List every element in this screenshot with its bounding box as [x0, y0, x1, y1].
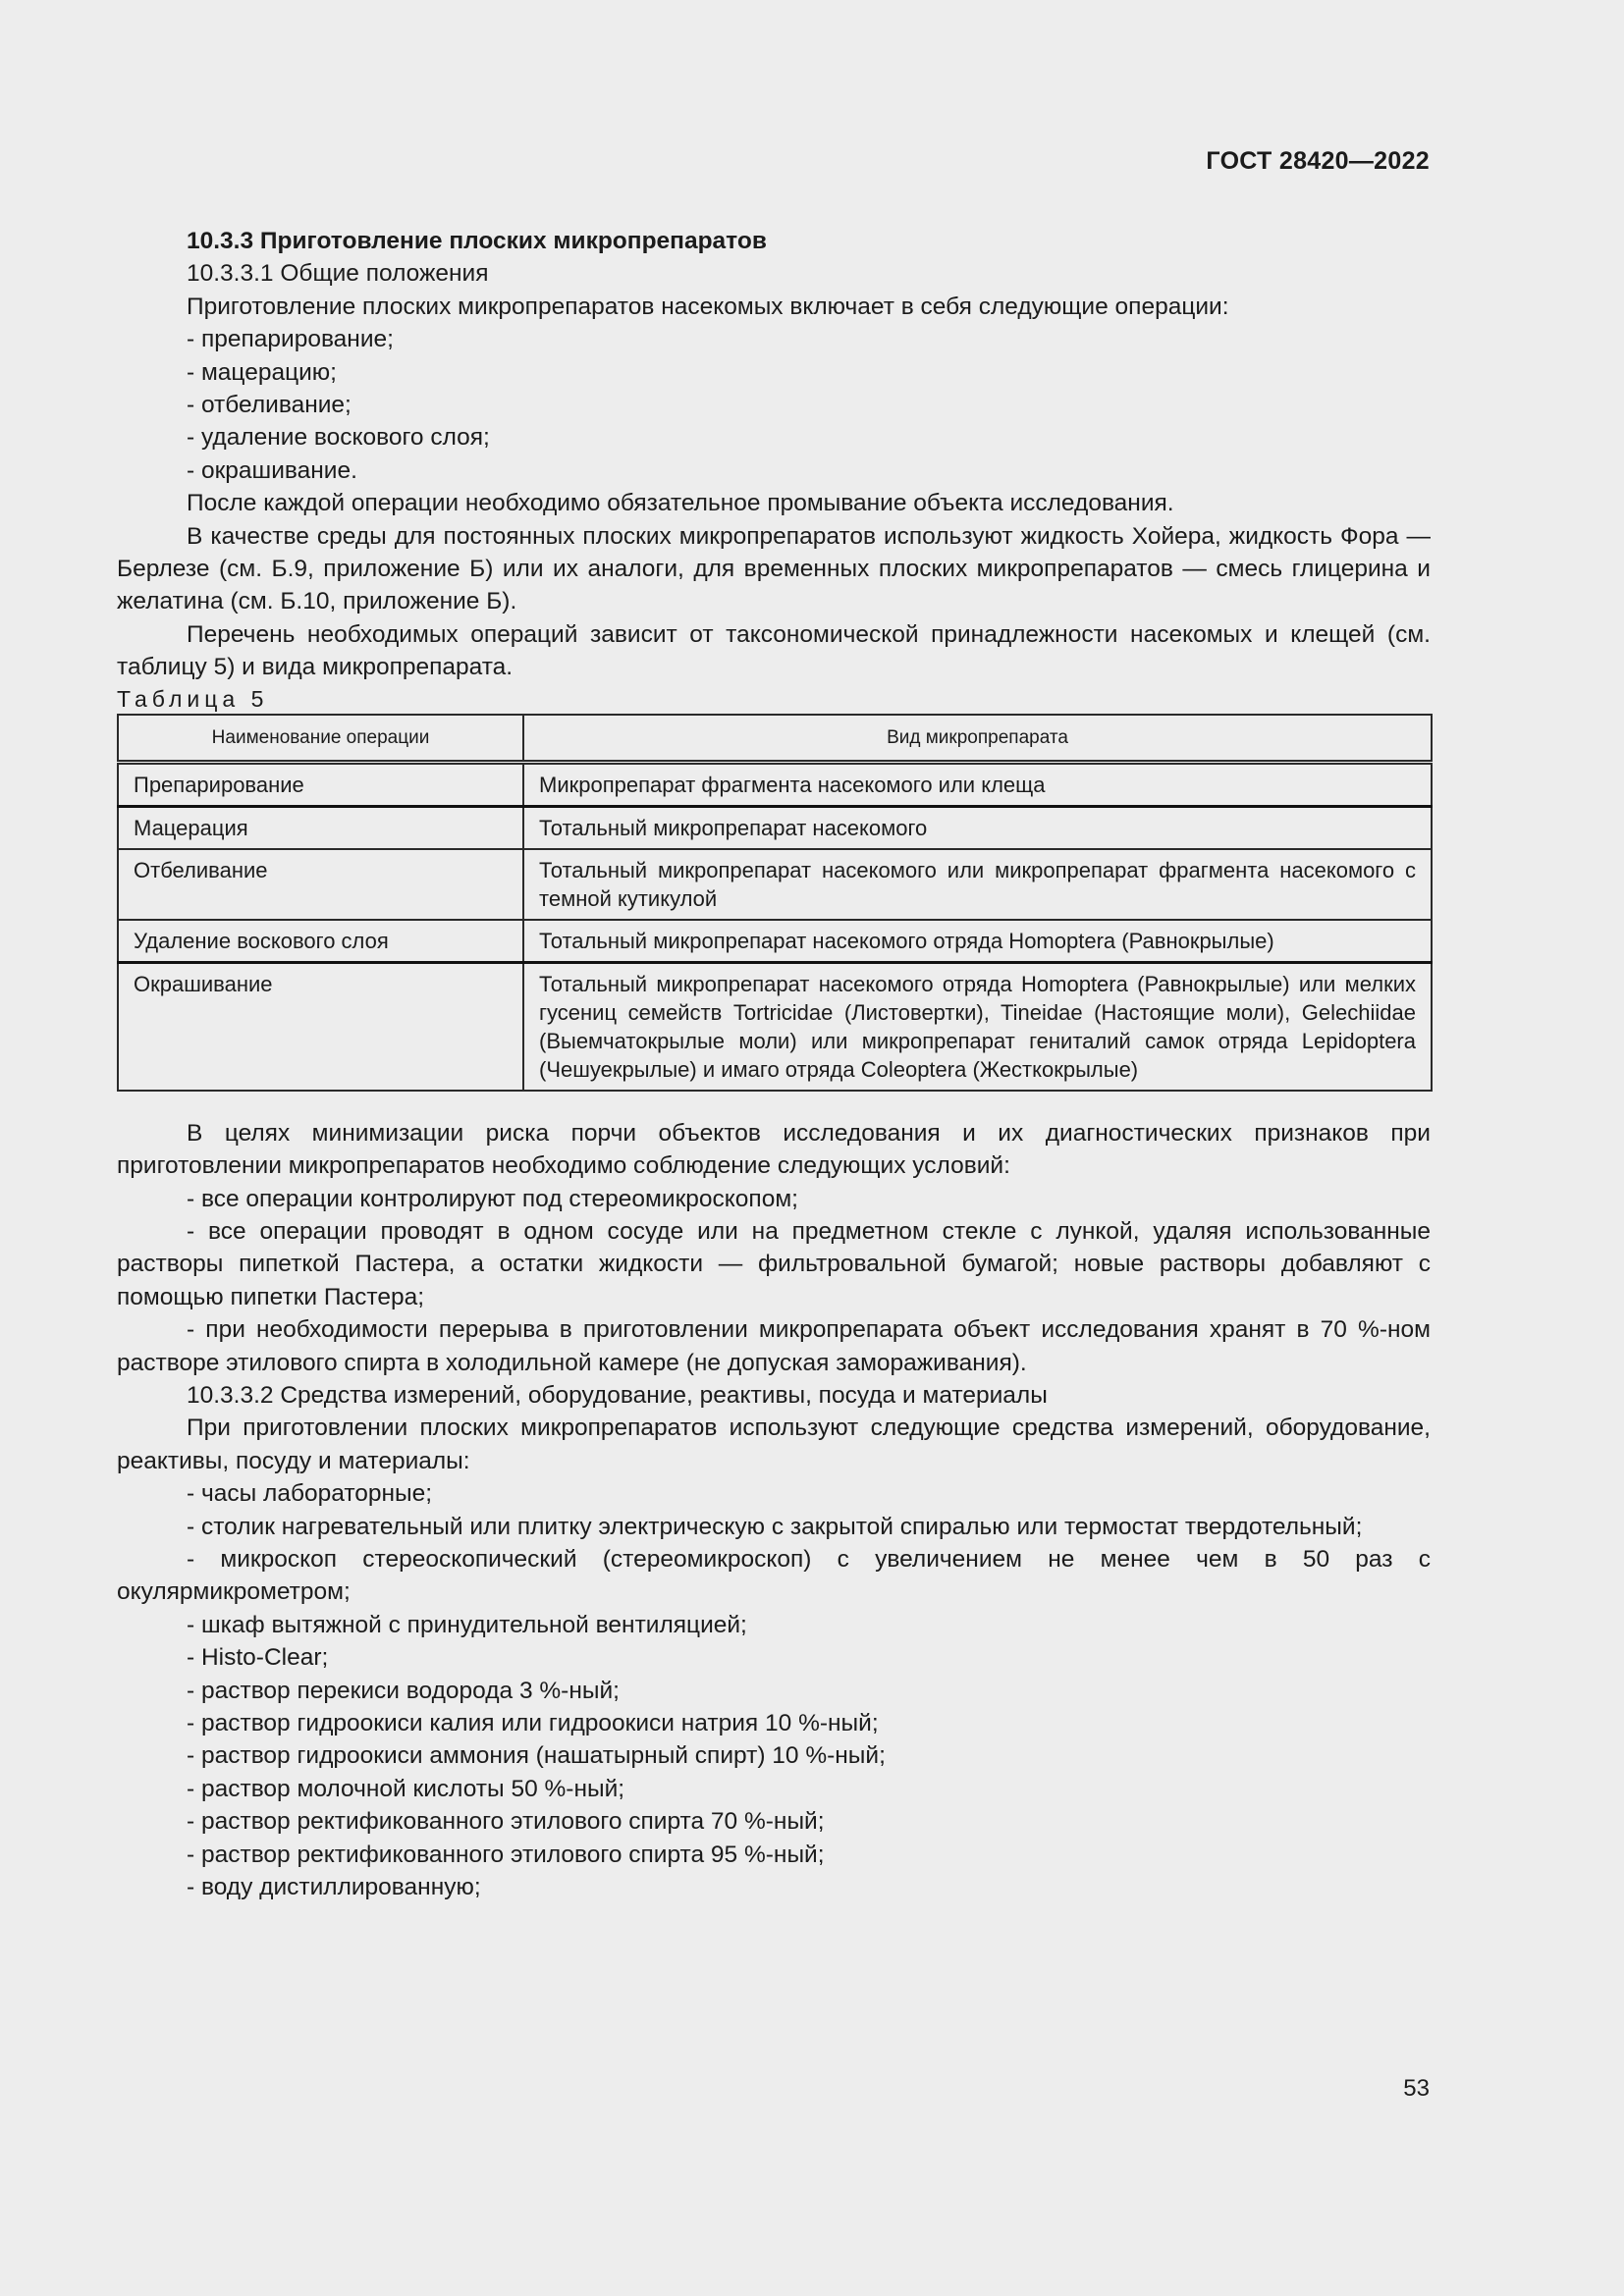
equipment-item: - шкаф вытяжной с принудительной вентиляцией;	[187, 1611, 747, 1638]
table-cell: Препарирование	[118, 762, 523, 806]
table-cell: Удаление воскового слоя	[118, 920, 523, 963]
operation-item: - препарирование;	[187, 326, 394, 353]
table-cell: Окрашивание	[118, 962, 523, 1091]
equipment-item: - часы лабораторные;	[187, 1480, 433, 1508]
equipment-item: - раствор молочной кислоты 50 %-ный;	[187, 1775, 625, 1802]
operation-item: - отбеливание;	[187, 392, 352, 419]
table-row	[118, 849, 1432, 920]
table-row	[118, 762, 1432, 806]
condition-item: - при необходимости перерыва в приготовлении микропрепарата объект исследования хранят в 70 %-ном растворе этилового спирта в холодильной камере (не допуская замораживания).	[117, 1316, 1431, 1376]
equipment-item: - раствор ректификованного этилового спирта 95 %-ный;	[187, 1841, 825, 1868]
equipment-item: - раствор гидроокиси калия или гидроокиси натрия 10 %-ный;	[187, 1710, 879, 1736]
operations-intro: Приготовление плоских микропрепаратов насекомых включает в себя следующие операции:	[187, 293, 1229, 320]
column-header-operation: Наименование операции	[118, 715, 523, 763]
equipment-item: - Histo-Clear;	[187, 1644, 329, 1672]
condition-item: - все операции проводят в одном сосуде или на предметном стекле с лункой, удаляя использованные растворы пипеткой Пастера, а остатки жидкости — фильтровальной бумагой; новые растворы добавляют с помощью пипетки Пастера;	[117, 1217, 1431, 1310]
table-row	[118, 806, 1432, 849]
equipment-item: - микроскоп стереоскопический (стереомикроскоп) с увеличением не менее чем в 50 раз с окулярмикрометром;	[117, 1545, 1431, 1606]
page-content	[117, 225, 1431, 1903]
paragraph-rinsing: После каждой операции необходимо обязательное промывание объекта исследования.	[187, 490, 1174, 517]
operation-item: - удаление воскового слоя;	[187, 424, 490, 452]
equipment-intro: При приготовлении плоских микропрепаратов используют следующие средства измерений, оборудование, реактивы, посуду и материалы:	[117, 1415, 1431, 1474]
page-number: 53	[1403, 2075, 1430, 2102]
table-cell: Тотальный микропрепарат насекомого или микропрепарат фрагмента насекомого с темной кутикулой	[523, 849, 1432, 920]
table-cell: Микропрепарат фрагмента насекомого или клеща	[523, 762, 1432, 806]
equipment-item: - столик нагревательный или плитку электрическую с закрытой спиралью или термостат твердотельный;	[187, 1513, 1363, 1540]
subsection-heading: 10.3.3.1 Общие положения	[187, 260, 489, 288]
table-cell: Тотальный микропрепарат насекомого отряда Homoptera (Равнокрылые) или мелких гусениц семейств Tortricidae (Листовертки), Tineidae (Настоящие моли), Gelechiidae (Выемчатокрылые моли) или микропрепарат гениталий самок отряда Lepidoptera (Чешуекрылые) и имаго отряда Coleoptera (Жесткокрылые)	[523, 962, 1432, 1091]
table-row	[118, 920, 1432, 963]
table-row	[118, 962, 1432, 1091]
paragraph-media: В качестве среды для постоянных плоских микропрепаратов используют жидкость Хойера, жидкость Фора — Берлезе (см. Б.9, приложение Б) или их аналоги, для временных плоских микропрепаратов — смесь глицерина и желатина (см. Б.10, приложение Б).	[117, 522, 1431, 615]
column-header-preparation-type: Вид микропрепарата	[523, 715, 1432, 763]
operations-table	[117, 714, 1433, 1092]
equipment-item: - раствор ректификованного этилового спирта 70 %-ный;	[187, 1808, 825, 1836]
equipment-item: - раствор гидроокиси аммония (нашатырный спирт) 10 %-ный;	[187, 1742, 886, 1770]
operation-item: - мацерацию;	[187, 358, 337, 386]
equipment-heading: 10.3.3.2 Средства измерений, оборудование, реактивы, посуда и материалы	[187, 1381, 1048, 1409]
conditions-intro: В целях минимизации риска порчи объектов исследования и их диагностических признаков при приготовлении микропрепаратов необходимо соблюдение следующих условий:	[117, 1119, 1431, 1180]
equipment-item: - раствор перекиси водорода 3 %-ный;	[187, 1677, 620, 1704]
operation-item: - окрашивание.	[187, 456, 357, 484]
table-cell: Мацерация	[118, 806, 523, 849]
condition-item: - все операции контролируют под стереомикроскопом;	[187, 1185, 798, 1212]
section-heading: 10.3.3 Приготовление плоских микропрепаратов	[187, 228, 767, 254]
paragraph-operations-list: Перечень необходимых операций зависит от таксономической принадлежности насекомых и клещей (см. таблицу 5) и вида микропрепарата.	[117, 620, 1431, 681]
table-cell: Тотальный микропрепарат насекомого	[523, 806, 1432, 849]
document-code: ГОСТ 28420—2022	[1206, 147, 1430, 175]
table-cell: Тотальный микропрепарат насекомого отряда Homoptera (Равнокрылые)	[523, 920, 1432, 963]
table-caption: Таблица 5	[117, 685, 269, 712]
table-cell: Отбеливание	[118, 849, 523, 920]
table-header-row	[118, 715, 1432, 763]
equipment-item: - воду дистиллированную;	[187, 1874, 481, 1901]
